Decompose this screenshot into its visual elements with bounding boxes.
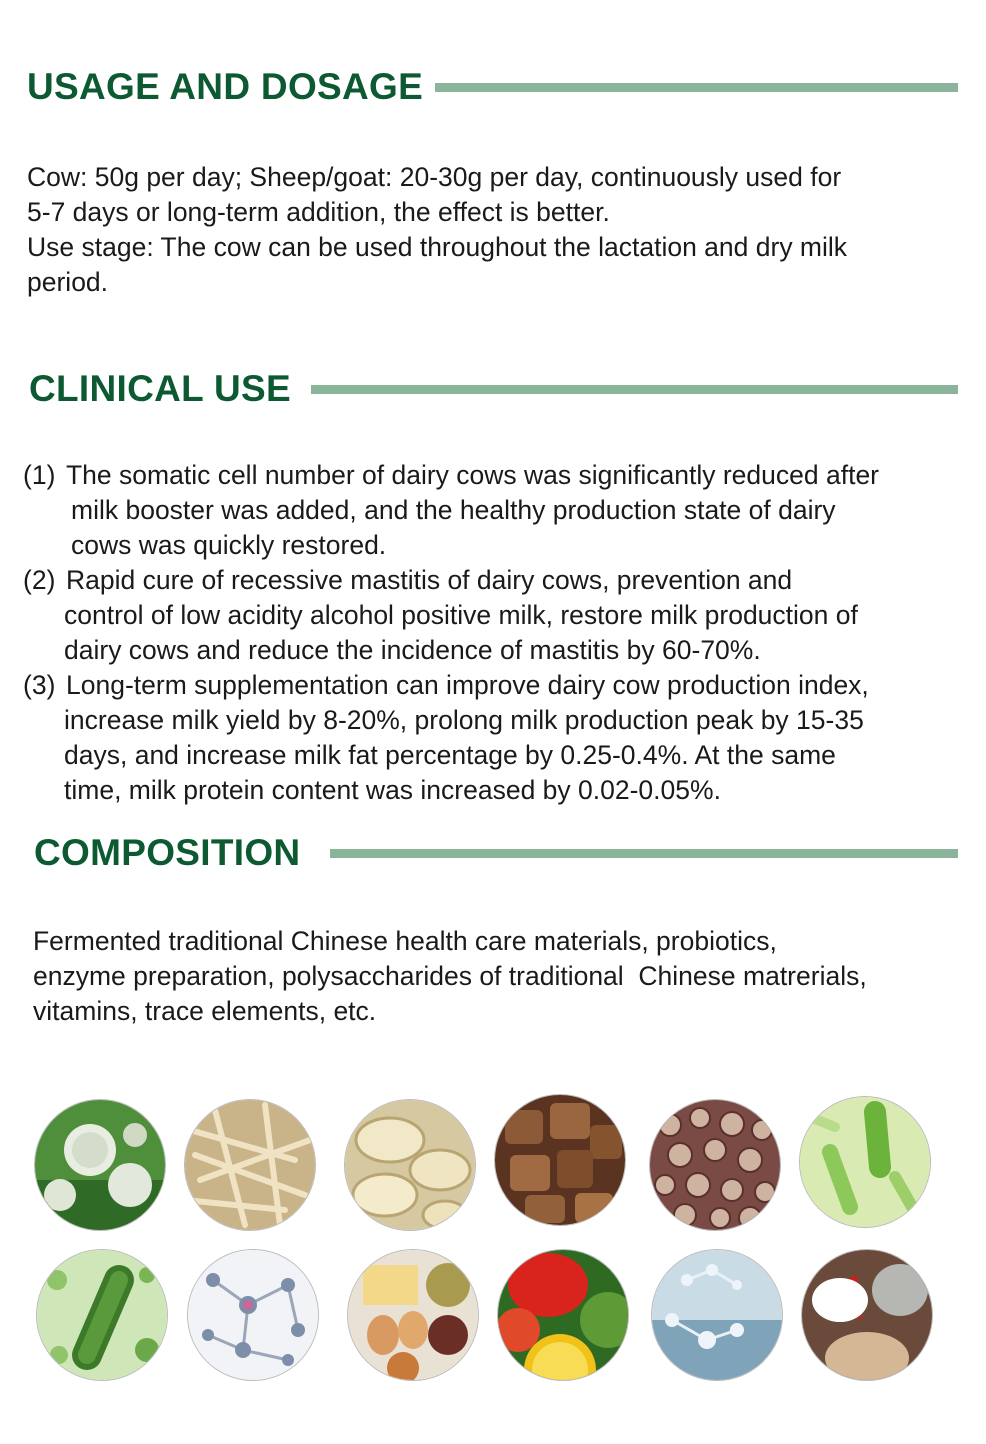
item-line: dairy cows and reduce the incidence of mastitis by 60-70%. [64, 635, 761, 665]
clinical-list [23, 458, 973, 808]
composition-title: COMPOSITION [34, 832, 301, 873]
herb-roots-icon [185, 1100, 315, 1230]
clinical-item [23, 458, 973, 563]
clinical-item [23, 668, 973, 808]
composition-text [33, 924, 973, 1029]
usage-line: Cow: 50g per day; Sheep/goat: 20-30g per day, continuously used for [27, 162, 842, 192]
probiotic-rods-icon [800, 1097, 930, 1227]
food-bowls-icon [348, 1250, 478, 1380]
composition-line: Fermented traditional Chinese health care materials, probiotics, [33, 926, 777, 956]
clinical-header [0, 368, 986, 410]
composition-header [0, 832, 986, 874]
item-line: time, milk protein content was increased by 0.02-0.05%. [64, 775, 721, 805]
item-line: Rapid cure of recessive mastitis of dairy cows, prevention and [66, 565, 793, 595]
herb-slices-icon [345, 1100, 475, 1230]
usage-header [0, 66, 986, 108]
item-line: The somatic cell number of dairy cows was significantly reduced after [66, 460, 880, 490]
root-slices-icon [650, 1100, 780, 1230]
usage-line: Use stage: The cow can be used throughout the lactation and dry milk [27, 232, 848, 262]
item-number: (2) [23, 565, 56, 595]
usage-divider [435, 83, 958, 92]
usage-text [27, 160, 967, 300]
herb-cubes-icon [495, 1095, 625, 1225]
item-line: control of low acidity alcohol positive milk, restore milk production of [64, 600, 858, 630]
powders-icon [802, 1250, 932, 1380]
item-line: days, and increase milk fat percentage by 0.25-0.4%. At the same [64, 740, 836, 770]
dandelion-icon [35, 1100, 165, 1230]
clinical-divider [311, 385, 958, 394]
composition-line: vitamins, trace elements, etc. [33, 996, 377, 1026]
item-line: cows was quickly restored. [71, 530, 387, 560]
item-line: Long-term supplementation can improve dairy cow production index, [66, 670, 869, 700]
clinical-item [23, 563, 973, 668]
usage-line: period. [27, 267, 109, 297]
fruits-vegetables-icon [498, 1250, 628, 1380]
clinical-title: CLINICAL USE [29, 368, 291, 409]
molecule-network-icon [188, 1250, 318, 1380]
usage-line: 5-7 days or long-term addition, the effect is better. [27, 197, 610, 227]
item-line: increase milk yield by 8-20%, prolong milk production peak by 15-35 [64, 705, 864, 735]
item-number: (3) [23, 670, 56, 700]
item-line: milk booster was added, and the healthy production state of dairy [71, 495, 836, 525]
molecule-chain-icon [652, 1250, 782, 1380]
composition-line: enzyme preparation, polysaccharides of traditional Chinese matrerials, [33, 961, 867, 991]
composition-divider [330, 849, 958, 858]
item-number: (1) [23, 460, 56, 490]
usage-title: USAGE AND DOSAGE [27, 66, 424, 107]
bacteria-icon [37, 1250, 167, 1380]
